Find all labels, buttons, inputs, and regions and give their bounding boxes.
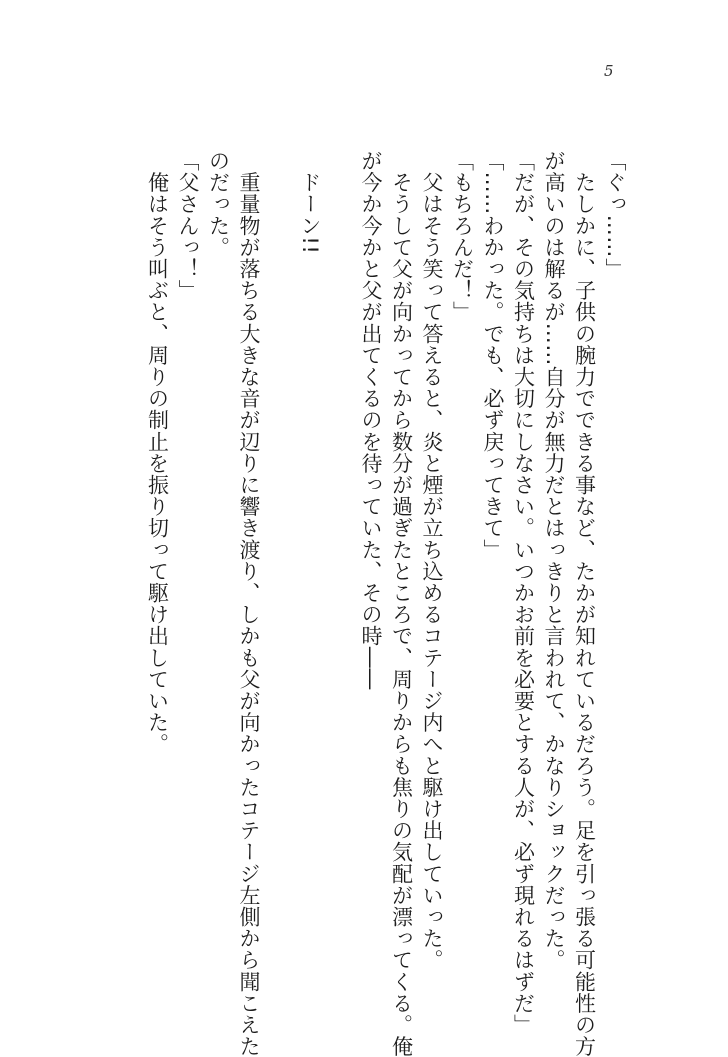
blank-line bbox=[264, 150, 295, 950]
text-line: 俺はそう叫ぶと、周りの制止を振り切って駆け出していた。 bbox=[145, 150, 170, 755]
text-line: そうして父が向かってから数分が過ぎたところで、周りからも焦りの気配が漂ってくる。俺 bbox=[389, 150, 414, 1057]
text-line: のだった。 bbox=[206, 150, 231, 258]
text-line: が高いのは解るが……自分が無力だとはっきりと言われて、かなりショックだった。 bbox=[542, 150, 566, 971]
text-line: 重量物が落ちる大きな音が辺りに響き渡り、しかも父が向かったコテージ左側から聞こえた bbox=[237, 150, 261, 1057]
text-line: が今か今かと父が出てくるのを待っていた、その時―― bbox=[359, 150, 383, 690]
text-line: 「……わかった。でも、必ず戻ってきて」 bbox=[481, 150, 505, 561]
text-line: 「もちろんだ！」 bbox=[450, 150, 475, 323]
text-line: 父はそう笑って答えると、炎と煙が立ち込めるコテージ内へと駆け出していった。 bbox=[420, 150, 444, 971]
text-line: 「ぐっ……」 bbox=[603, 150, 627, 280]
text-line: 「父さんっ！」 bbox=[176, 150, 200, 302]
text-line: 「だが、その気持ちは大切にしなさい。いつかお前を必要とする人が、必ず現れるはずだ」 bbox=[511, 150, 536, 1036]
text-line: たしかに、子供の腕力でできる事など、たかが知れているだろう。足を引っ張る可能性の方 bbox=[572, 150, 597, 1057]
blank-line bbox=[325, 150, 356, 950]
vertical-body-text bbox=[142, 150, 630, 1057]
text-line: ドーン!! bbox=[298, 150, 322, 255]
page-number: 5 bbox=[604, 62, 614, 80]
